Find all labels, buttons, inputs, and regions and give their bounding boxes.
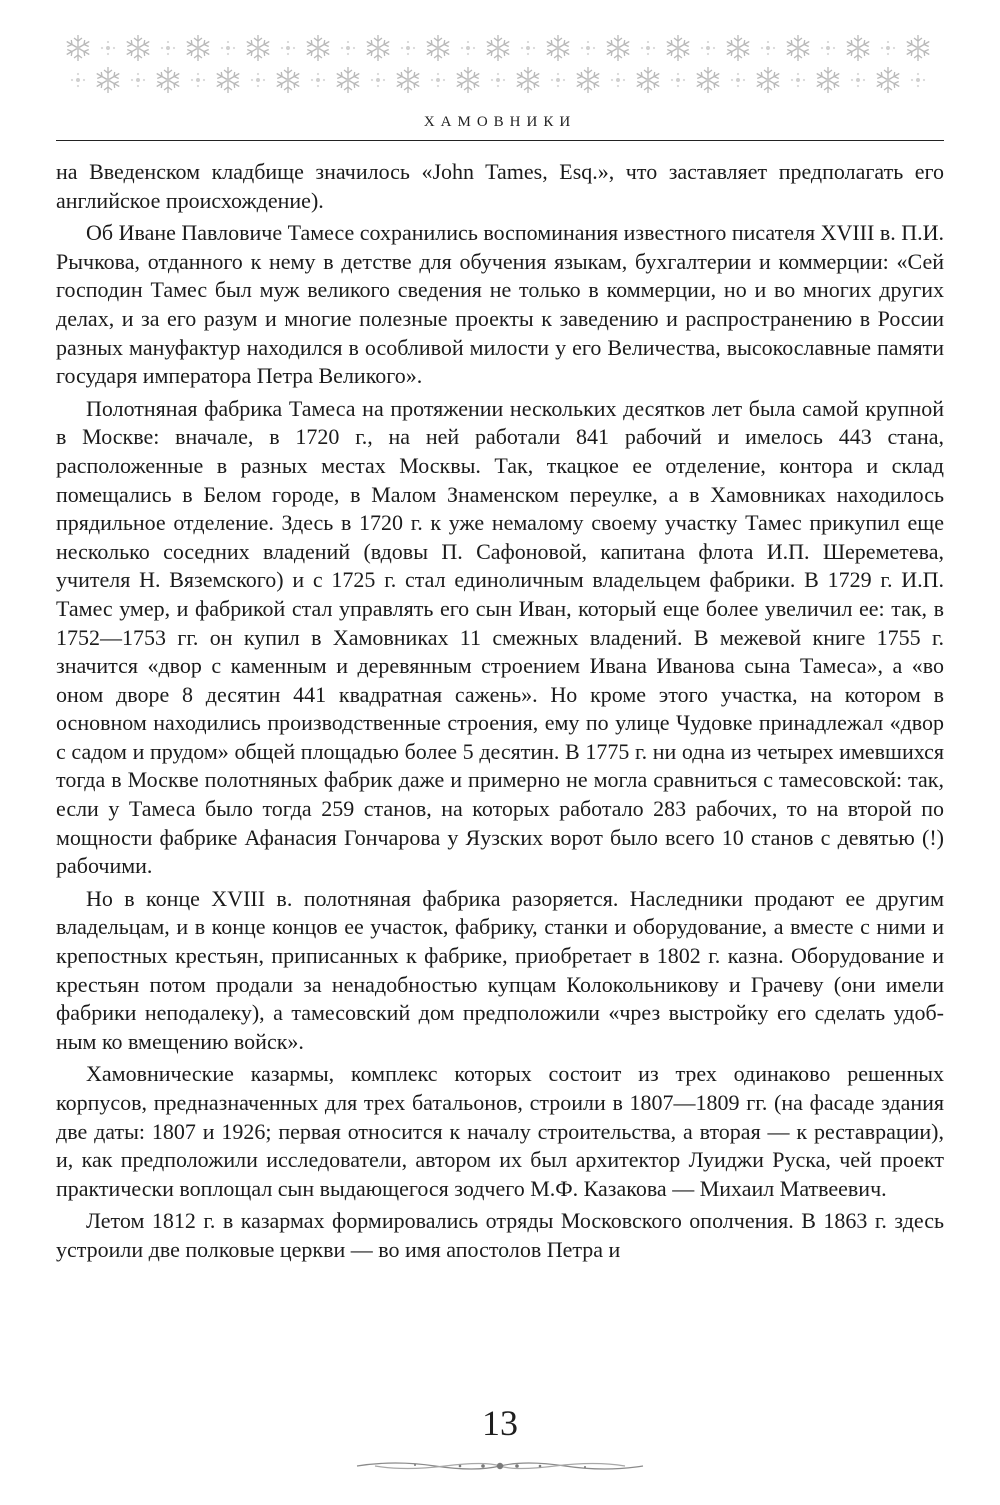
- footer-ornament: [355, 1455, 645, 1477]
- paragraph-factory-decline: Но в конце XVIII в. полотняная фабрика разоряется. Наследники продают ее другим владельцам, и в конце концов ее участок, фабрику, станки и оборудование, а вместе с ними и крепостных крестьян, приписанных к фабрике, приобретает в 1802 г. казна. Оборудование и крестьян потом продали за ненадобностью купцам Колокольникову и Грачеву (они имели фабрики неподалеку), а тамесовский дом предположили «чрез выстройку его сделать удобным ко вмещению войск».: [56, 885, 944, 1054]
- paragraph-tames-memoir: Об Иване Павловиче Тамесе сохранились воспоминания известного писателя XVIII в. П.И. Рычкова, отданного к нему в детстве для обучения языкам, бухгалтерии и коммерции: «Сей господин Тамес был муж великого сведения не только в коммерции, но и во многих других делах, и за его разум и многие полезные проекты к заведению и распространению в России разных мануфактур находился в особливой милости у его Величества, высокославные памяти государя императора Петра Великого».: [56, 220, 944, 389]
- page-number: 13: [482, 1403, 518, 1443]
- snowflake-pattern-icon: [56, 28, 944, 100]
- paragraph-militia-1812: Летом 1812 г. в казармах формировались отряды Московского ополчения. В 1863 г. здесь устроили две полковые церкви — во имя апостолов Петра и: [56, 1208, 944, 1262]
- running-head: ХАМОВНИКИ: [423, 114, 577, 130]
- body-text: [56, 158, 944, 1269]
- paragraph-continuation: на Введенском кладбище значилось «John Tames, Esq.», что заставляет предполагать его английское происхождение).: [56, 159, 944, 213]
- header-ornament: [56, 28, 944, 100]
- paragraph-linen-factory: Полотняная фабрика Тамеса на протяжении нескольких десятков лет была самой крупной в Москве: вначале, в 1720 г., на ней работали 841 рабочий и имелось 443 стана, расположенные в разных местах Москвы. Так, ткацкое ее отделение, контора и склад помещались в Белом городе, в Малом Знаменском переулке, а в Хамовниках находилось прядильное отделение. Здесь в 1720 г. к уже немалому своему участку Тамес прикупил еще несколько соседних владений (вдовы П. Сафоновой, капитана флота И.П. Шереметева, учителя Н. Вяземского) и с 1725 г. стал единоличным владельцем фабрики. В 1729 г. И.П. Тамес умер, и фабрикой стал управлять его сын Иван, который еще более увеличил ее: так, в 1752—1753 гг. он купил в Хамовниках 11 смежных владений. В межевой книге 1755 г. значится «двор с каменным и деревянным строением Ивана Иванова сына Тамеса», а «во оном дворе 8 десятин 441 квадратная сажень». Но кроме этого участка, на котором в основном находились производственные строения, ему по улице Чудовке принадлежал «двор с садом и прудом» общей площадью более 5 десятин. В 1775 г. ни одна из четырех имевшихся тогда в Москве полотняных фабрик даже и примерно не могла сравниться с тамесовской: так, если у Тамеса было тогда 259 станов, на которых работало 283 рабочих, то на второй по мощности фабрике Афанасия Гончарова у Яузских ворот было всего 10 станов с девятью (!) рабочими.: [56, 395, 944, 879]
- flourish-icon: [355, 1455, 645, 1477]
- header-rule: [56, 140, 944, 141]
- paragraph-khamovniki-barracks: Хамовнические казармы, комплекс которых состоит из трех одинаково решенных корпусов, предназначенных для трех батальонов, строили в 1807—1809 гг. (на фасаде здания две даты: 1807 и 1926; первая относится к началу строительства, а вторая — к реставрации), и, как предположили исследователи, автором их был архитектор Луиджи Руска, чей проект практически воплощал сын выдающегося зодчего М.Ф. Казакова — Михаил Матвеевич.: [56, 1061, 944, 1201]
